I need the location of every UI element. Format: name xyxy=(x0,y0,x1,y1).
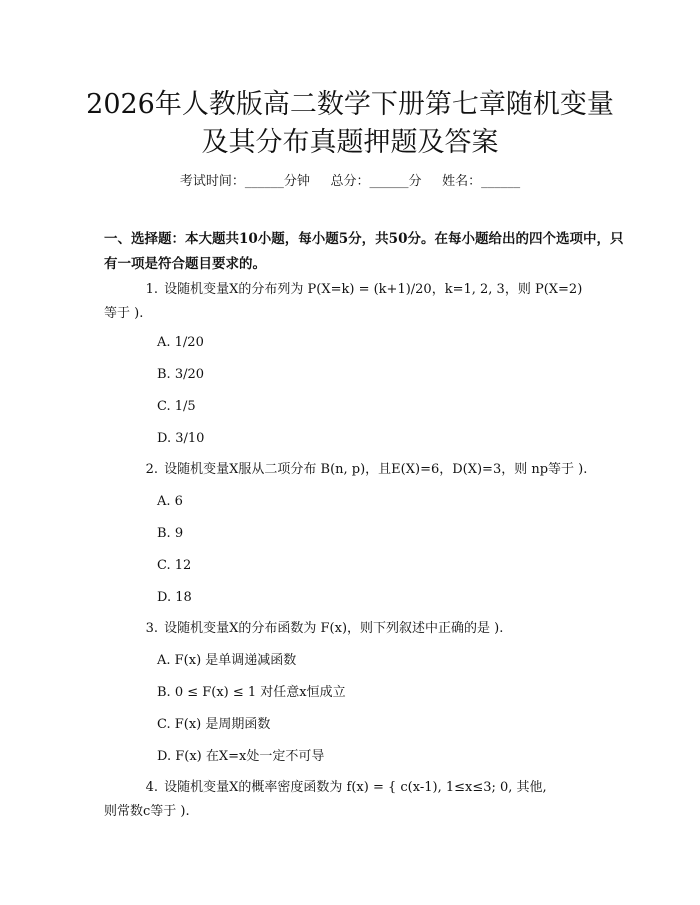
question-stem-cont: 等于 ). xyxy=(104,306,144,321)
question-stem: 设随机变量X的分布函数为 F(x)，则下列叙述中正确的是 ). xyxy=(164,621,504,636)
question-stem-cont: 则常数c等于 ). xyxy=(104,804,190,819)
question-number: 4. xyxy=(145,780,158,795)
option-c: C. 1/5 xyxy=(157,399,196,414)
page-title-line2: 及其分布真题押题及答案 xyxy=(201,127,499,158)
question-3 xyxy=(104,617,614,641)
option-b: B. 0 ≤ F(x) ≤ 1 对任意x恒成立 xyxy=(157,685,346,700)
question-number: 3. xyxy=(145,621,158,636)
question-number: 2. xyxy=(145,462,158,477)
question-1 xyxy=(104,278,614,326)
question-2 xyxy=(104,458,614,482)
page-title-line1: 2026年人教版高二数学下册第七章随机变量 xyxy=(86,89,614,120)
option-a: A. 6 xyxy=(157,494,183,509)
question-4 xyxy=(104,776,614,824)
option-c: C. F(x) 是周期函数 xyxy=(157,717,271,732)
question-stem: 设随机变量X的概率密度函数为 f(x) = { c(x-1), 1≤x≤3; 0, 其他, xyxy=(164,780,547,795)
option-b: B. 3/20 xyxy=(157,367,205,382)
option-d: D. F(x) 在X=x处一定不可导 xyxy=(157,749,325,764)
question-stem: 设随机变量X的分布列为 P(X=k) = (k+1)/20，k=1, 2, 3，则 P(X=2) xyxy=(164,282,583,297)
question-number: 1. xyxy=(145,282,158,297)
option-a: A. F(x) 是单调递减函数 xyxy=(157,653,297,668)
option-d: D. 3/10 xyxy=(157,431,205,446)
section-heading: 一、选择题：本大题共10小题，每小题5分，共50分。在每小题给出的四个选项中，只有一项是符合题目要求的。 xyxy=(104,231,624,272)
option-c: C. 12 xyxy=(157,558,192,573)
question-stem: 设随机变量X服从二项分布 B(n, p)，且E(X)=6，D(X)=3，则 np等于 ). xyxy=(164,462,588,477)
option-d: D. 18 xyxy=(157,590,192,605)
option-b: B. 9 xyxy=(157,526,184,541)
exam-meta: 考试时间：______分钟 总分：______分 姓名：______ xyxy=(179,174,521,189)
option-a: A. 1/20 xyxy=(157,335,204,350)
